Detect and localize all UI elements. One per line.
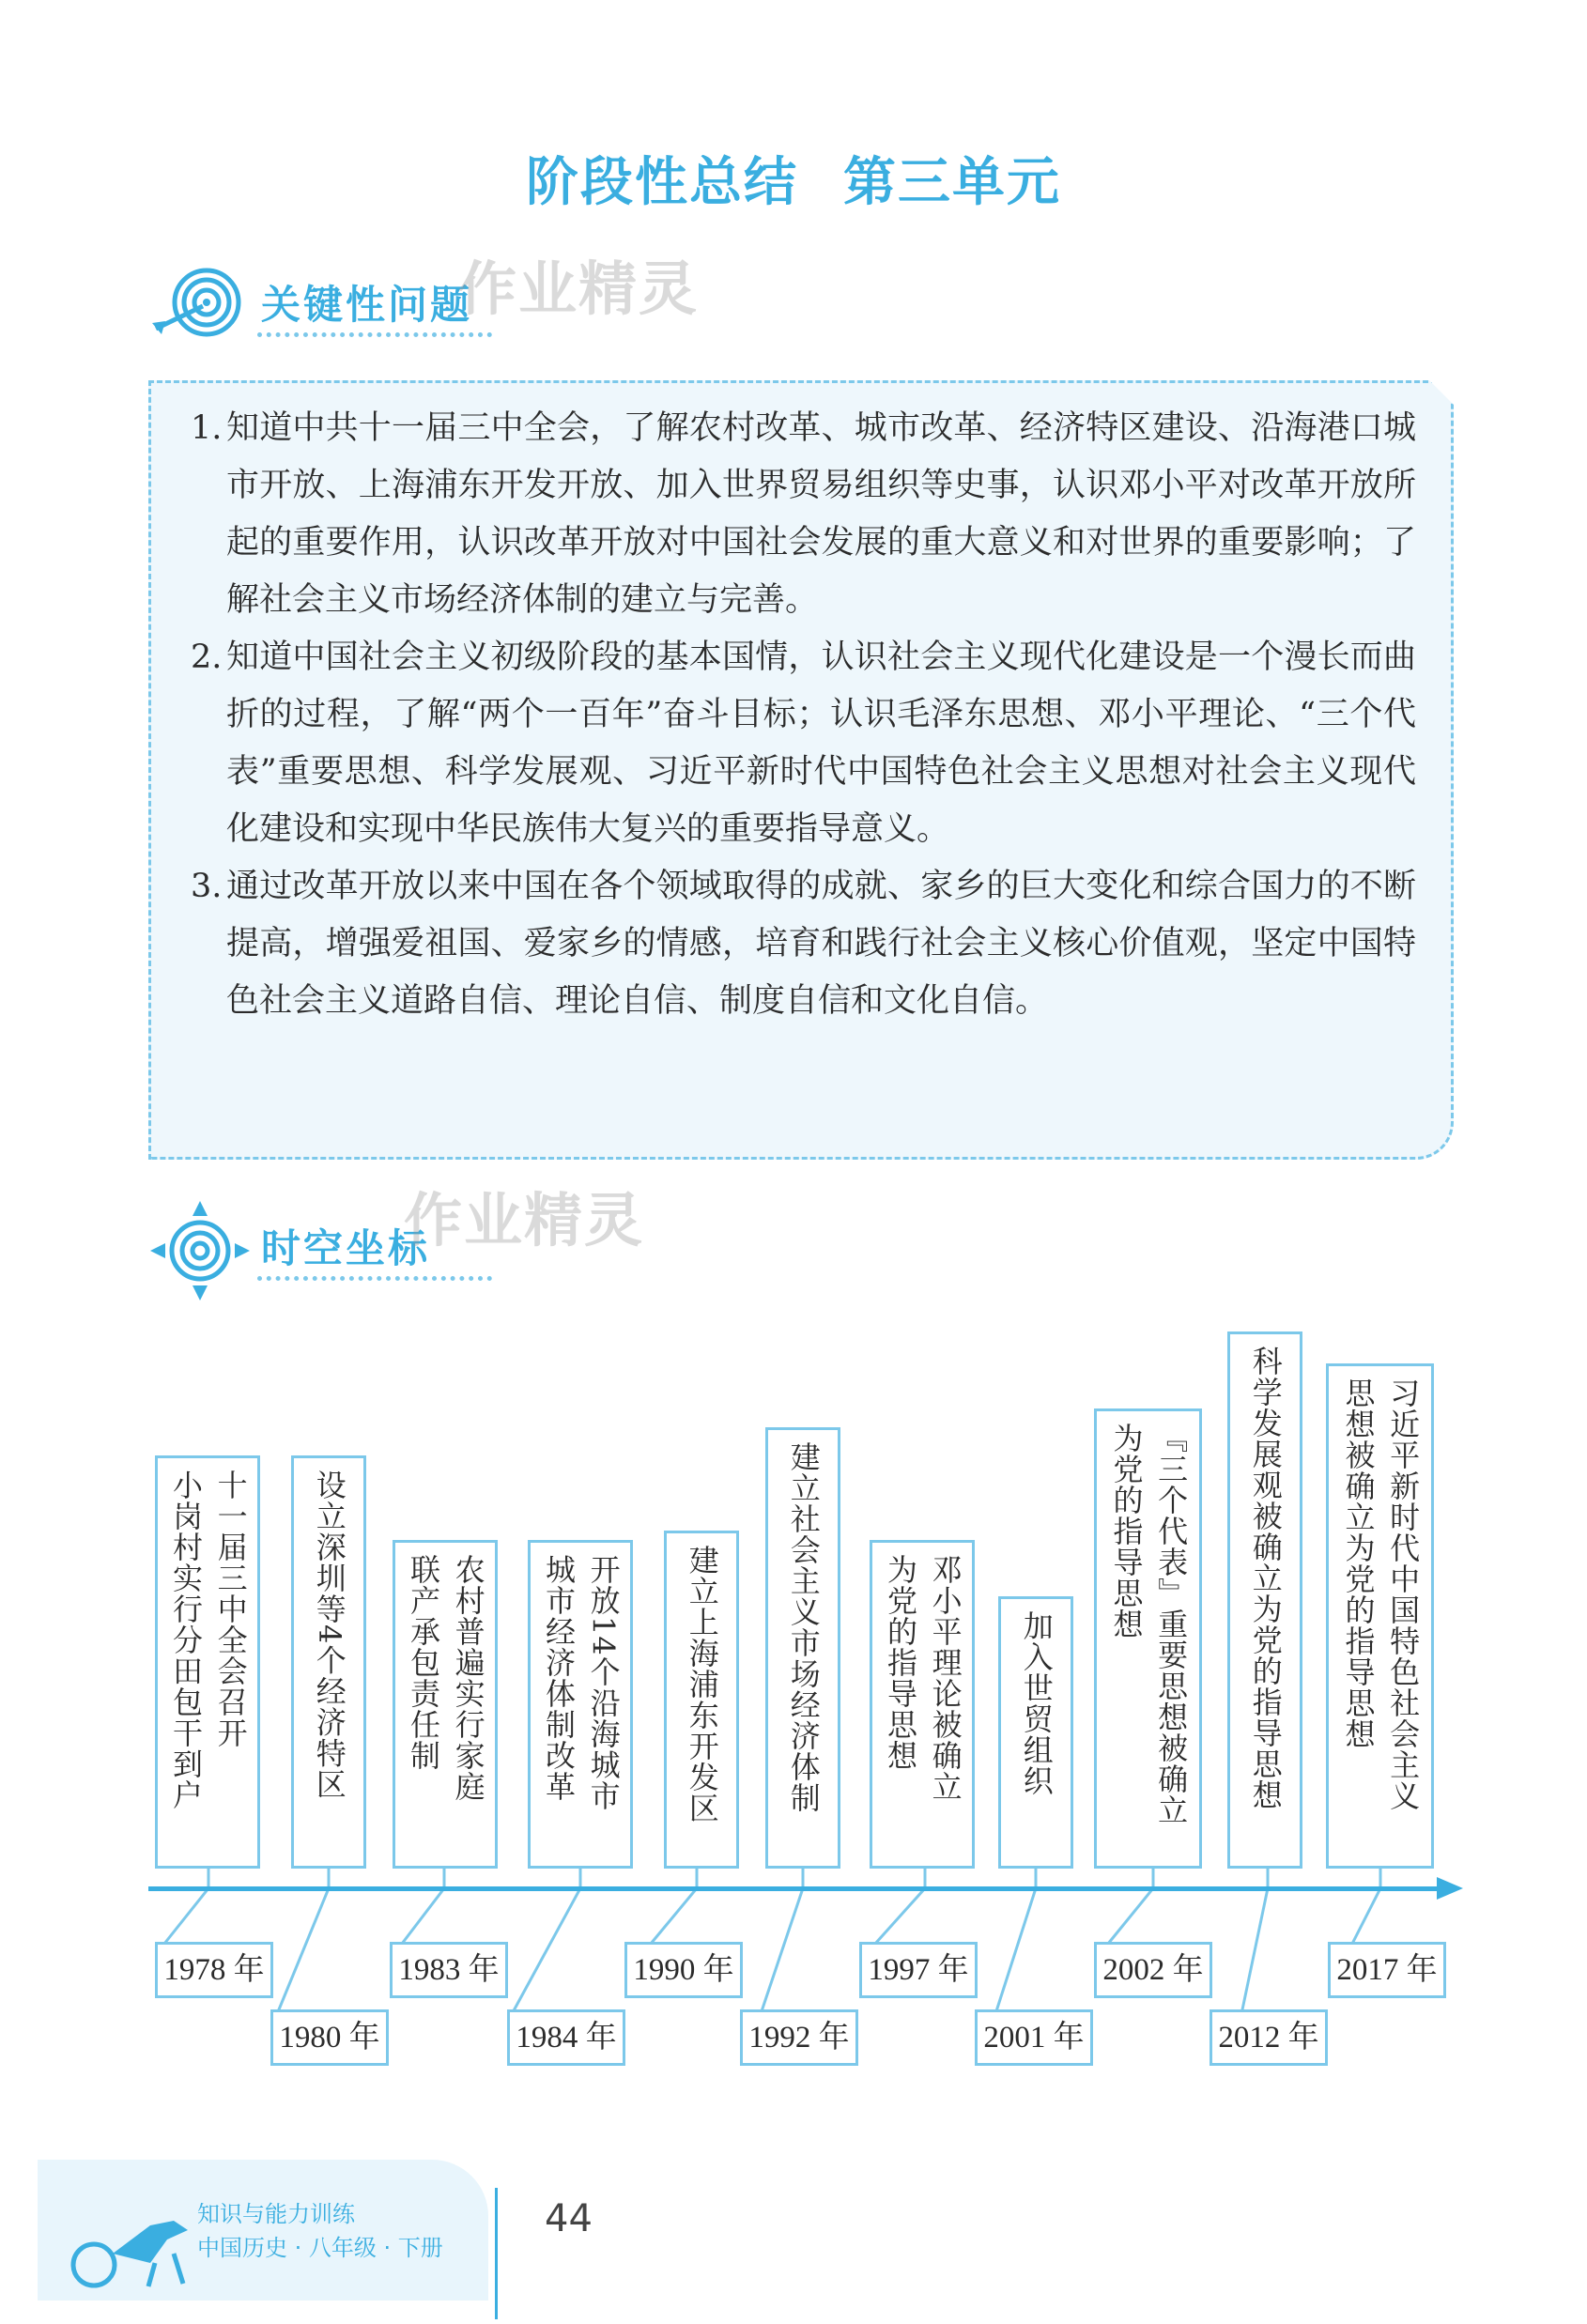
event-text: 十一届三中全会召开 xyxy=(212,1470,249,1748)
title-part2: 第三单元 xyxy=(843,152,1061,213)
question-number: 2. xyxy=(191,639,223,676)
event-1983 xyxy=(393,1540,498,1869)
event-text: 加入世贸组织 xyxy=(1018,1610,1055,1796)
year-label: 2002 年 xyxy=(1094,1942,1212,1998)
year-label: 1978 年 xyxy=(155,1942,273,1998)
event-text: 思想被确立为党的指导思想 xyxy=(1340,1377,1377,1749)
event-text: 建立上海浦东开发区 xyxy=(684,1545,720,1824)
year-label: 1992 年 xyxy=(740,2009,858,2066)
event-1992 xyxy=(765,1427,840,1869)
event-1980 xyxy=(291,1455,366,1869)
watermark-1: 作业精灵 xyxy=(458,254,700,323)
event-2002 xyxy=(1094,1408,1202,1869)
event-1978 xyxy=(155,1455,260,1869)
question-text: 知道中共十一届三中全会，了解农村改革、城市改革、经济特区建设、沿海港口城市开放、上海浦东开发开放、加入世界贸易组织等史事，认识邓小平对改革开放所起的重要作用，认识改革开放对中国社会发展的重大意义和对世界的重要影响；了解社会主义市场经济体制的建立与完善。 xyxy=(226,409,1416,619)
event-text: 为党的指导思想 xyxy=(1108,1423,1145,1639)
event-2012 xyxy=(1227,1331,1302,1869)
event-text: 邓小平理论被确立 xyxy=(927,1554,963,1802)
event-1984 xyxy=(528,1540,633,1869)
event-text: 开放14个沿海城市 xyxy=(585,1554,622,1811)
event-text: 为党的指导思想 xyxy=(883,1554,918,1771)
question-number: 1. xyxy=(191,409,223,447)
event-text: 科学发展观被确立为党的指导思想 xyxy=(1247,1346,1284,1810)
question-text: 知道中国社会主义初级阶段的基本国情，认识社会主义现代化建设是一个漫长而曲折的过程，了解“两个一百年”奋斗目标；认识毛泽东思想、邓小平理论、“三个代表”重要思想、科学发展观、习近平新时代中国特色社会主义思想对社会主义现代化建设和实现中华民族伟大复兴的重要指导意义。 xyxy=(226,639,1416,848)
year-label: 2012 年 xyxy=(1210,2009,1328,2066)
year-label: 1983 年 xyxy=(390,1942,508,1998)
horse-carriage-icon xyxy=(56,2197,197,2291)
event-text: 习近平新时代中国特色社会主义 xyxy=(1385,1377,1422,1811)
year-label: 1997 年 xyxy=(859,1942,978,1998)
event-text: 建立社会主义市场经济体制 xyxy=(785,1441,822,1813)
question-text: 通过改革开放以来中国在各个领域取得的成就、家乡的巨大变化和综合国力的不断提高，增强爱祖国、爱家乡的情感，培育和践行社会主义核心价值观，坚定中国特色社会主义道路自信、理论自信、制度自信和文化自信。 xyxy=(226,868,1416,1020)
event-text: 『三个代表』重要思想被确立 xyxy=(1153,1423,1190,1825)
question-number: 3. xyxy=(191,868,223,905)
event-text: 城市经济体制改革 xyxy=(541,1554,577,1802)
footer-divider xyxy=(495,2188,498,2319)
event-text: 联产承包责任制 xyxy=(406,1554,441,1771)
event-1997 xyxy=(870,1540,975,1869)
year-label: 1980 年 xyxy=(270,2009,389,2066)
timeline-axis xyxy=(148,1886,1440,1891)
year-label: 2017 年 xyxy=(1328,1942,1446,1998)
page-number: 44 xyxy=(545,2197,593,2240)
timeline-arrowhead xyxy=(1437,1877,1463,1900)
event-2001 xyxy=(998,1596,1073,1869)
book-title xyxy=(197,2197,443,2265)
year-label: 1990 年 xyxy=(624,1942,743,1998)
year-label: 1984 年 xyxy=(507,2009,625,2066)
year-label: 2001 年 xyxy=(975,2009,1093,2066)
book-title-line1: 知识与能力训练 xyxy=(197,2201,355,2227)
event-1990 xyxy=(664,1531,739,1869)
event-text: 农村普遍实行家庭 xyxy=(450,1554,486,1802)
event-text: 设立深圳等4个经济特区 xyxy=(311,1470,347,1800)
event-text: 小岗村实行分田包干到户 xyxy=(168,1470,204,1810)
key-questions-heading: 关键性问题 xyxy=(261,282,473,328)
watermark-2: 作业精灵 xyxy=(404,1186,645,1254)
event-2017 xyxy=(1326,1363,1434,1869)
title-part1: 阶段性总结 xyxy=(526,152,798,213)
timeline-heading: 时空坐标 xyxy=(261,1225,431,1271)
book-title-line2: 中国历史 · 八年级 · 下册 xyxy=(197,2235,443,2261)
